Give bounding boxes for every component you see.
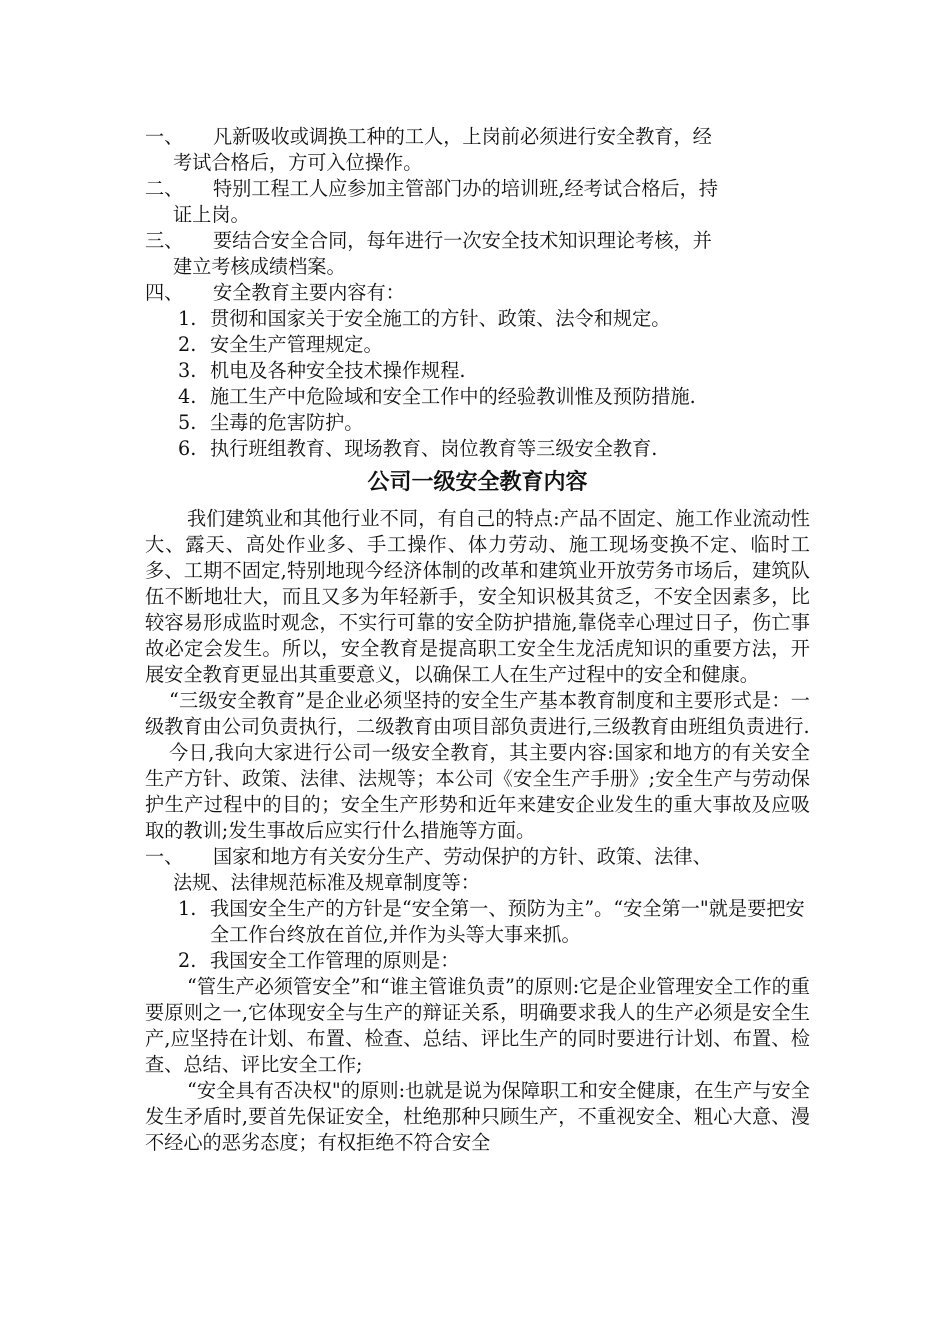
list-text: 要结合安全合同，每年进行一次安全技术知识理论考核，并: [213, 229, 712, 252]
sub-list-text: 我国安全生产的方针是“安全第一、预防为主”。“安全第一"就是要把安全工作台终放在首位,并作为头等大事来抓。: [210, 897, 805, 946]
sub-list-number: 1.: [178, 897, 197, 920]
list-text: 国家和地方有关安分生产、劳动保护的方针、政策、法律、: [213, 845, 712, 868]
sub-list-number: 6.: [178, 437, 197, 460]
sub-list-item: [145, 410, 810, 436]
list-number: 三、: [145, 229, 184, 252]
list-item: [145, 124, 810, 176]
list-text-cont: 考试合格后，方可入位操作。: [173, 151, 423, 174]
sub-list-number: 4.: [178, 385, 197, 408]
sub-list-item: [145, 332, 810, 358]
paragraph: 今日,我向大家进行公司一级安全教育，其主要内容:国家和地方的有关安全生产方针、政策、法律、法规等；本公司《安全生产手册》;安全生产与劳动保护生产过程中的目的；安全生产形势和近年来建安企业发生的重大事故及应吸取的教训;发生事故后应实行什么措施等方面。: [145, 741, 810, 842]
section-title: 公司一级安全教育内容: [367, 470, 588, 495]
sub-list-number: 3.: [178, 359, 197, 382]
list-number: 二、: [145, 177, 184, 200]
list-number: 一、: [145, 125, 184, 148]
list-item: [145, 176, 810, 228]
sub-list-item: [145, 358, 810, 384]
list-text: 凡新吸收或调换工种的工人，上岗前必须进行安全教育，经: [213, 125, 712, 148]
sub-list-item: [145, 896, 810, 948]
list-item: [145, 228, 810, 280]
list-text: 特别工程工人应参加主管部门办的培训班,经考试合格后，持: [213, 177, 718, 200]
paragraph: “管生产必须管安全”和“谁主管谁负责”的原则:它是企业管理安全工作的重要原则之一,它体现安全与生产的辩证关系，明确要求我人的生产必须是安全生产,应坚持在计划、布置、检查、总结、评比生产的同时要进行计划、布置、检查、总结、评比安全工作;: [145, 975, 810, 1076]
paragraph: “三级安全教育”是企业必须坚持的安全生产基本教育制度和主要形式是：一级教育由公司负责执行，二级教育由项目部负责进行,三级教育由班组负责进行.: [145, 689, 810, 738]
document-page: [145, 124, 810, 1156]
sub-list-text: 执行班组教育、现场教育、岗位教育等三级安全教育.: [210, 437, 658, 460]
sub-list-item: [145, 306, 810, 332]
list-number: 一、: [145, 845, 184, 868]
sub-list-item: [145, 384, 810, 410]
list-text: 安全教育主要内容有：: [213, 281, 405, 304]
sub-list-text: 我国安全工作管理的原则是：: [210, 949, 460, 972]
sub-list-text: 机电及各种安全技术操作规程.: [210, 359, 466, 382]
sub-list-item: [145, 436, 810, 462]
sub-list-text: 尘毒的危害防护。: [210, 411, 364, 434]
sub-list-number: 2.: [178, 333, 197, 356]
sub-list-number: 2.: [178, 949, 197, 972]
sub-list-text: 安全生产管理规定。: [210, 333, 383, 356]
list-number: 四、: [145, 281, 184, 304]
sub-list-item: [145, 948, 810, 974]
sub-list-text: 施工生产中危险域和安全工作中的经验教训惟及预防措施.: [210, 385, 696, 408]
list-text-cont: 法规、法律规范标准及规章制度等：: [173, 871, 480, 894]
sub-list-number: 5.: [178, 411, 197, 434]
list-text-cont: 证上岗。: [173, 203, 250, 226]
sub-list-text: 贯彻和国家关于安全施工的方针、政策、法令和规定。: [210, 307, 671, 330]
paragraph: 我们建筑业和其他行业不同，有自己的特点:产品不固定、施工作业流动性大、露天、高处作业多、手工操作、体力劳动、施工现场变换不定、临时工多、工期不固定,特别地现今经济体制的改革和建筑业开放劳务市场后，建筑队伍不断地壮大，而且又多为年轻新手，安全知识极其贫乏，不安全因素多，比较容易形成监时观念，不实行可靠的安全防护措施,靠侥幸心理过日子，伤亡事故必定会发生。所以，安全教育是提高职工安全生龙活虎知识的重要方法，开展安全教育更显出其重要意义，以确保工人在生产过程中的安全和健康。: [145, 507, 810, 686]
list-text-cont: 建立考核成绩档案。: [173, 255, 346, 278]
sub-list-number: 1.: [178, 307, 197, 330]
list-item: [145, 844, 810, 896]
list-item: [145, 280, 810, 306]
paragraph: “安全具有否决权"的原则:也就是说为保障职工和安全健康，在生产与安全发生矛盾时,要首先保证安全，杜绝那种只顾生产，不重视安全、粗心大意、漫不经心的恶劣态度；有权拒绝不符合安全: [145, 1079, 810, 1154]
